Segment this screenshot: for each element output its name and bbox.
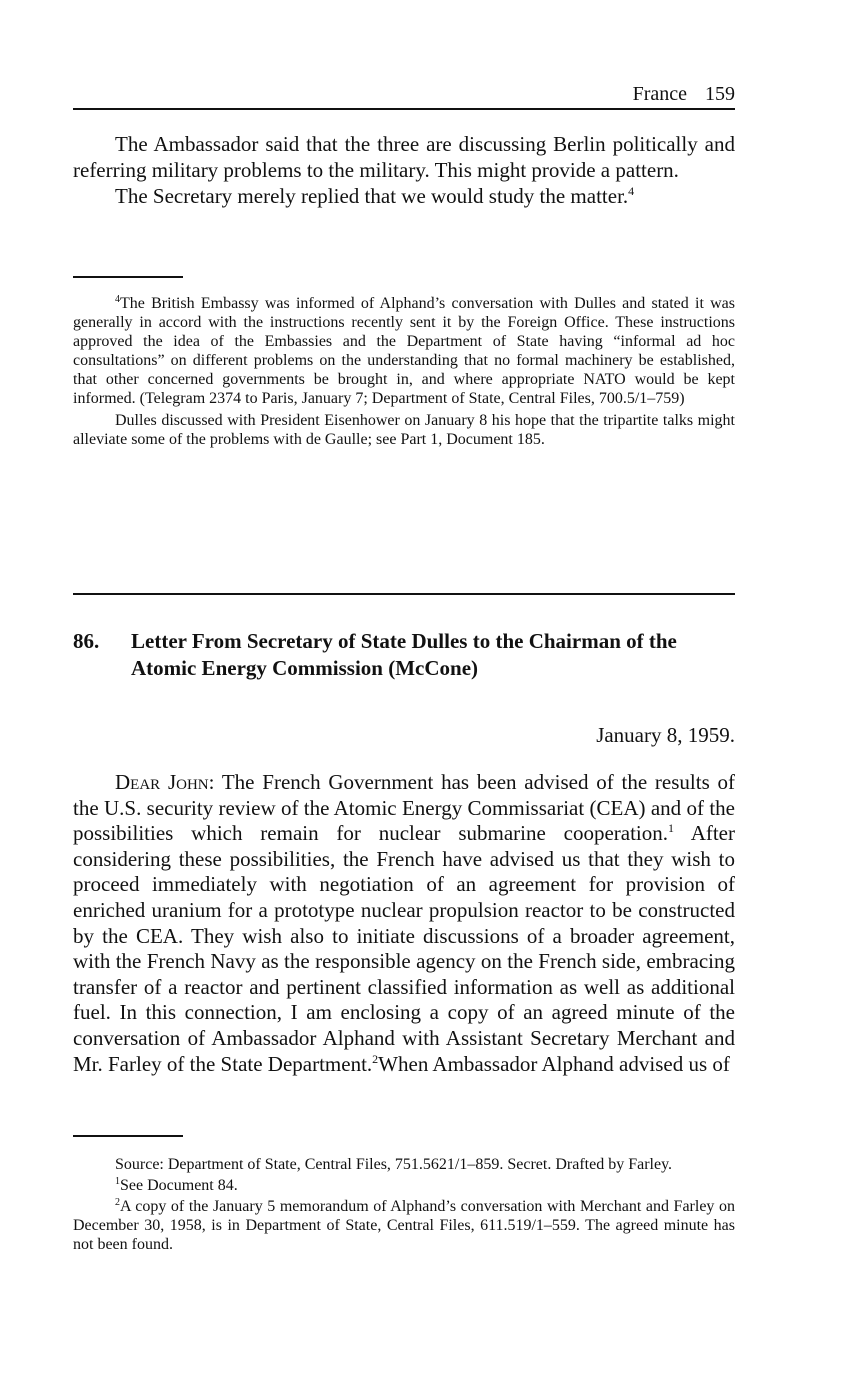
footnote-4-continuation: Dulles discussed with President Eisenhower on January 8 his hope that the tripartite talks might alleviate some of the problems with de Gaulle; see Part 1, Document 185. xyxy=(73,412,735,448)
document-heading xyxy=(73,628,735,682)
footnote-rule xyxy=(73,1135,183,1137)
page-number: 159 xyxy=(705,83,735,105)
footnote-1: $^1$See Document 84. xyxy=(115,1176,238,1194)
source-note: Source: Department of State, Central Files, 751.5621/1–859. Secret. Drafted by Farley. xyxy=(115,1156,673,1173)
paragraph: The Secretary merely replied that we would study the matter.$^4$ xyxy=(115,184,635,208)
document-number: 86. xyxy=(73,629,100,653)
footnote-marker: 4 xyxy=(115,294,120,305)
paragraph: Dear John: The French Government has been advised of the results of the U.S. security review of the Atomic Energy Commissariat (CEA) and of the possibilities which remain for nuclear submarine cooperation.$^1$ After considering these possibilities, the French have advised us that they wish to proceed immediately with negotiation of an agreement for provision of enriched uranium for a prototype nuclear propulsion reactor to be constructed by the CEA. They wish also to initiate discussions of a broader agreement, with the French Navy as the responsible agency on the French side, embracing transfer of a reactor and pertinent classified information as well as additional fuel. In this connection, I am enclosing a copy of an agreed minute of the conversation of Ambassador Alphand with Assistant Secretary Merchant and Mr. Farley of the State Department.$^2$When Ambassador Alphand advised us of xyxy=(73,770,736,1076)
footnote-ref: 4 xyxy=(628,184,635,198)
footnote-2: $^2$A copy of the January 5 memorandum of Alphand’s conversation with Merchant and Farley on December 30, 1958, is in Department of State, Central Files, 611.519/1–559. The agreed minute has not been found. xyxy=(73,1197,735,1253)
header-rule xyxy=(73,108,735,110)
footnotes-bottom xyxy=(73,1155,735,1254)
footnote-4: $^4$The British Embassy was informed of Alphand’s conversation with Dulles and stated it was generally in accord with the instructions recently sent it by the Foreign Office. These instructions approved the idea of the Embassies and the Department of State having “informal ad hoc consultations” on different problems on the understanding that no formal machinery be established, that other concerned governments be brought in, and where appropriate NATO would be kept informed. (Telegram 2374 to Paris, January 7; Department of State, Central Files, 700.5/1–759) xyxy=(73,294,735,407)
footnote-marker: 2 xyxy=(115,1197,120,1208)
document-title: Letter From Secretary of State Dulles to the Chairman of the Atomic Energy Commission (McCone) xyxy=(131,629,677,680)
salutation: Dear John: xyxy=(115,770,215,794)
footnote-ref: 1 xyxy=(668,821,675,836)
footnote-rule xyxy=(73,276,183,278)
running-head-section: France xyxy=(632,83,687,105)
continued-text xyxy=(73,131,735,209)
footnote-marker: 1 xyxy=(115,1176,120,1187)
running-head xyxy=(73,82,735,106)
footnote-ref: 2 xyxy=(372,1051,379,1066)
document-separator xyxy=(73,593,735,595)
letter-body xyxy=(73,770,735,1077)
footnotes-top xyxy=(73,294,735,449)
document-date: January 8, 1959. xyxy=(596,723,735,747)
paragraph: The Ambassador said that the three are discussing Berlin politically and referring military problems to the military. This might provide a pattern. xyxy=(73,132,735,182)
